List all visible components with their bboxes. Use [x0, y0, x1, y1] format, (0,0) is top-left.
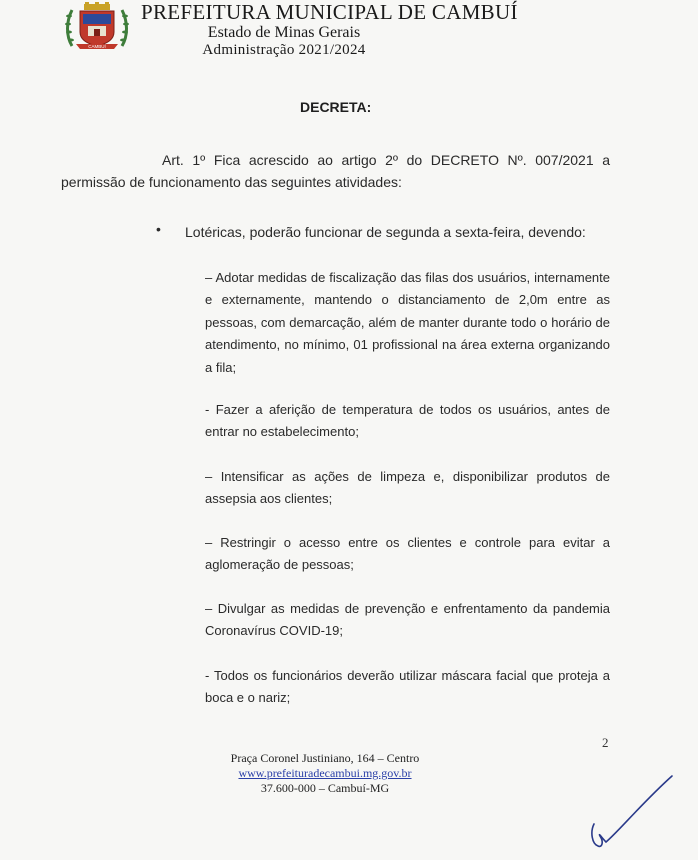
- header-state: Estado de Minas Gerais: [207, 24, 361, 41]
- handwritten-signature: [588, 772, 678, 852]
- list-item: - Todos os funcionários deverão utilizar máscara facial que proteja a boca e o nariz;: [205, 668, 610, 706]
- list-item: – Adotar medidas de fiscalização das filas dos usuários, internamente e externamente, mantendo o distanciamento de 2,0m entre as pessoas, com demarcação, além de manter durante todo o horário de atendimento, no mínimo, 01 profissional na área externa organizando a fila;: [205, 270, 610, 375]
- header-administration: Administração 2021/2024: [202, 42, 366, 58]
- footer-website-link[interactable]: www.prefeituradecambui.mg.gov.br: [238, 766, 412, 780]
- list-item: – Intensificar as ações de limpeza e, disponibilizar produtos de assepsia aos clientes;: [205, 469, 610, 507]
- bullet-lotericas: Lotéricas, poderão funcionar de segunda a sexta-feira, devendo:: [185, 224, 586, 240]
- list-item: – Divulgar as medidas de prevenção e enfrentamento da pandemia Coronavírus COVID-19;: [205, 601, 610, 639]
- footer-address: Praça Coronel Justiniano, 164 – Centro: [230, 751, 420, 765]
- header-title: PREFEITURA MUNICIPAL DE CAMBUÍ: [141, 0, 518, 24]
- article-1: Art. 1º Fica acrescido ao artigo 2º do DECRETO Nº. 007/2021 a permissão de funcionamento das seguintes atividades:: [61, 152, 610, 190]
- footer: [200, 751, 450, 796]
- decree-heading: DECRETA:: [300, 99, 372, 115]
- svg-text:CAMBUÍ: CAMBUÍ: [88, 44, 106, 49]
- list-item: – Restringir o acesso entre os clientes e controle para evitar a aglomeração de pessoas;: [205, 535, 610, 573]
- footer-cep-city: 37.600-000 – Cambuí-MG: [260, 781, 390, 795]
- page-number: 2: [602, 735, 609, 750]
- coat-of-arms-icon: [64, 2, 130, 50]
- list-item: - Fazer a aferição de temperatura de todos os usuários, antes de entrar no estabelecimento;: [205, 402, 610, 440]
- bullet-marker: •: [156, 221, 161, 237]
